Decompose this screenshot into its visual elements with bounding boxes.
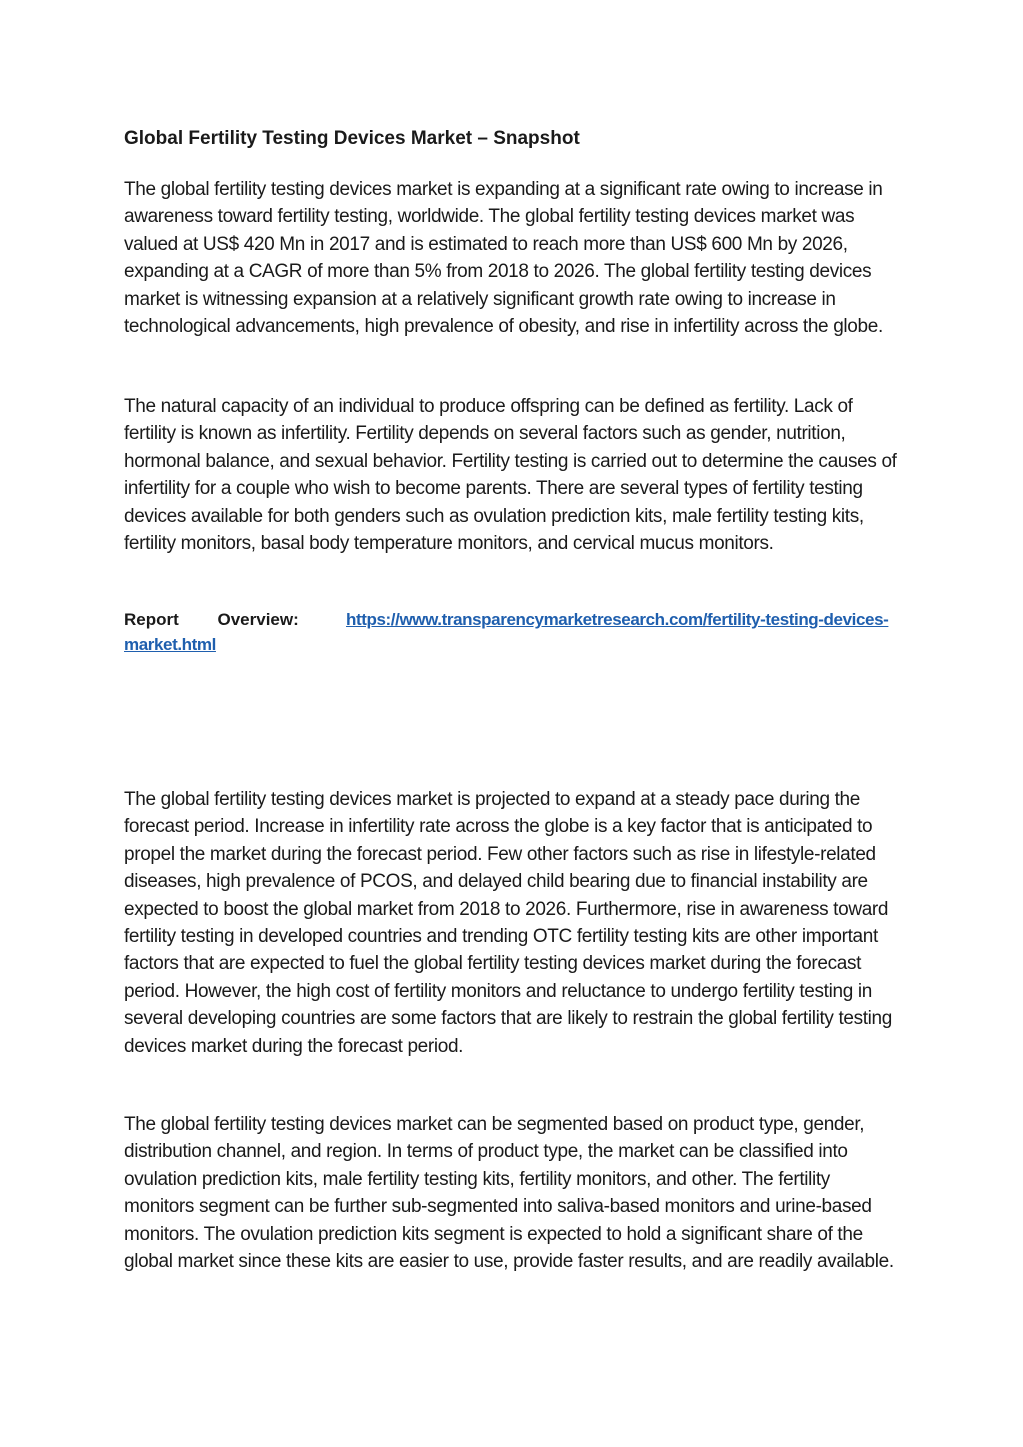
paragraph-market-drivers: The global fertility testing devices market is projected to expand at a steady pace during the forecast period. Increase in infertility rate across the globe is a key factor that is anticipated to propel the market during the forecast period. Few other factors such as rise in lifestyle-related diseases, high prevalence of PCOS, and delayed child bearing due to financial instability are expected to boost the global market from 2018 to 2026. Furthermore, rise in awareness toward fertility testing in developed countries and trending OTC fertility testing kits are other important factors that are expected to fuel the global fertility testing devices market during the forecast period. However, the high cost of fertility monitors and reluctance to undergo fertility testing in several developing countries are some factors that are likely to restrain the global fertility testing devices market during the forecast period. xyxy=(124,789,892,1057)
paragraph-fertility-definition: The natural capacity of an individual to produce offspring can be defined as fertility. Lack of fertility is known as infertility. Fertility depends on several factors such as gender, nutrition, hormonal balance, and sexual behavior. Fertility testing is carried out to determine the causes of infertility for a couple who wish to become parents. There are several types of fertility testing devices available for both genders such as ovulation prediction kits, male fertility testing kits, fertility monitors, basal body temperature monitors, and cervical mucus monitors. xyxy=(124,396,897,555)
report-overview xyxy=(124,607,902,657)
paragraph-segmentation: The global fertility testing devices market can be segmented based on product type, gender, distribution channel, and region. In terms of product type, the market can be classified into ovulation prediction kits, male fertility testing kits, fertility monitors, and other. The fertility monitors segment can be further sub-segmented into saliva-based monitors and urine-based monitors. The ovulation prediction kits segment is expected to hold a significant share of the global market since these kits are easier to use, provide faster results, and are readily available. xyxy=(124,1114,894,1273)
report-overview-link[interactable]: https://www.transparencymarketresearch.com/fertility-testing-devices-market.html xyxy=(124,610,889,654)
paragraph-market-overview: The global fertility testing devices market is expanding at a significant rate owing to increase in awareness toward fertility testing, worldwide. The global fertility testing devices market was valued at US$ 420 Mn in 2017 and is estimated to reach more than US$ 600 Mn by 2026, expanding at a CAGR of more than 5% from 2018 to 2026. The global fertility testing devices market is witnessing expansion at a relatively significant growth rate owing to increase in technological advancements, high prevalence of obesity, and rise in infertility across the globe. xyxy=(124,179,883,338)
document-title: Global Fertility Testing Devices Market – Snapshot xyxy=(124,128,580,149)
report-overview-label: Report Overview: xyxy=(124,610,299,629)
